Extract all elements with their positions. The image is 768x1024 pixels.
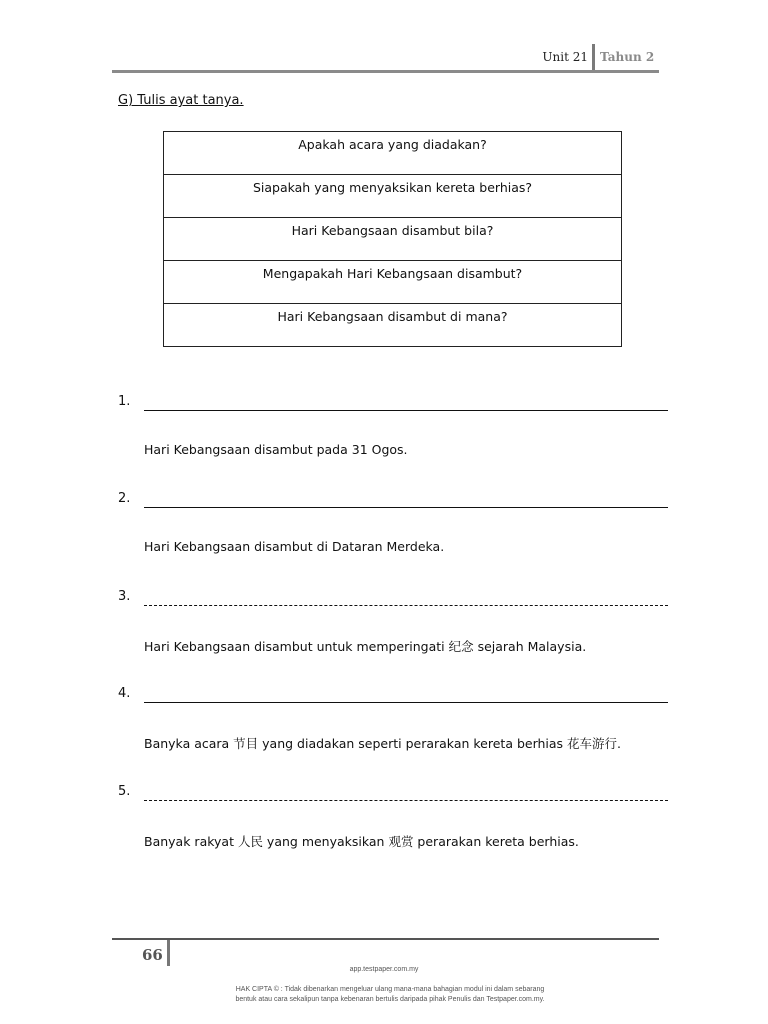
footer-rule [112,938,659,940]
answer-statement: Hari Kebangsaan disambut di Dataran Merdeka. [144,539,445,554]
page-header [500,44,660,72]
answer-line[interactable] [144,702,668,703]
table-row [164,175,622,218]
item-number: 3. [118,589,131,604]
question-cell: Mengapakah Hari Kebangsaan disambut? [164,261,622,304]
footer-divider [167,940,170,966]
header-divider [592,44,595,72]
question-cell: Hari Kebangsaan disambut bila? [164,218,622,261]
table-row [164,304,622,347]
footer-copyright [180,985,600,1005]
copyright-line: HAK CIPTA © : Tidak dibenarkan mengeluar ulang mana-mana bahagian modul ini dalam sebarang [235,986,545,993]
answer-line[interactable] [144,410,668,411]
answer-line[interactable] [144,605,668,606]
page-number: 66 [142,946,163,964]
table-row [164,132,622,175]
question-cell: Hari Kebangsaan disambut di mana? [164,304,622,347]
footer-site: app.testpaper.com.my [349,966,419,973]
unit-label: Unit 21 [542,50,588,64]
item-number: 2. [118,491,131,506]
answer-line[interactable] [144,800,668,801]
table-row [164,261,622,304]
question-table [163,131,622,347]
question-cell: Apakah acara yang diadakan? [164,132,622,175]
answer-statement: Banyak rakyat 人民 yang menyaksikan 观赏 perarakan kereta berhias. [144,834,579,849]
header-rule [112,70,659,73]
question-cell: Siapakah yang menyaksikan kereta berhias? [164,175,622,218]
year-label: Tahun 2 [600,50,655,64]
section-title: G) Tulis ayat tanya. [118,93,244,108]
answer-statement: Banyka acara 节目 yang diadakan seperti perarakan kereta berhias 花车游行. [144,736,622,751]
table-row [164,218,622,261]
item-number: 4. [118,686,131,701]
item-number: 1. [118,394,131,409]
answer-line[interactable] [144,507,668,508]
answer-statement: Hari Kebangsaan disambut untuk memperingati 纪念 sejarah Malaysia. [144,639,587,654]
item-number: 5. [118,784,131,799]
answer-statement: Hari Kebangsaan disambut pada 31 Ogos. [144,442,408,457]
copyright-line: bentuk atau cara sekalipun tanpa kebenaran bertulis daripada pihak Penulis dan Testpaper.com.my. [235,996,545,1003]
